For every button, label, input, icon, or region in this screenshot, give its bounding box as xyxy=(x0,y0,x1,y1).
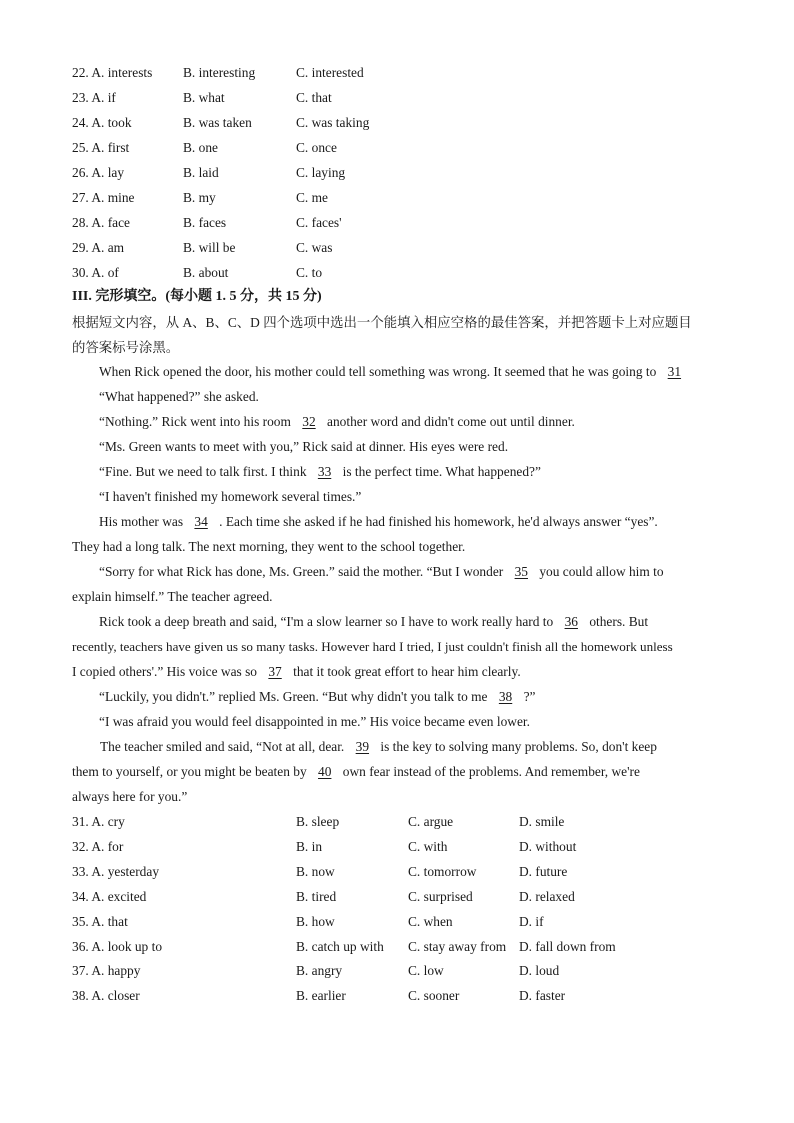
passage-line: “Luckily, you didn't.” replied Ms. Green. “But why didn't you talk to me 38 ?” xyxy=(99,687,536,707)
passage-line: them to yourself, or you might be beaten by 40 own fear instead of the problems. And remember, we're xyxy=(72,762,640,782)
passage-line: His mother was 34 . Each time she asked if he had finished his homework, he'd always answer “yes”. xyxy=(99,512,658,532)
passage-line: “Sorry for what Rick has done, Ms. Green.” said the mother. “But I wonder 35 you could allow him to xyxy=(99,562,664,582)
passage-line: They had a long talk. The next morning, they went to the school together. xyxy=(72,539,466,554)
blank-33: 33 xyxy=(317,464,332,479)
passage-line: always here for you.” xyxy=(72,789,188,804)
blank-38: 38 xyxy=(498,689,513,704)
passage-line: “Fine. But we need to talk first. I think 33 is the perfect time. What happened?” xyxy=(99,462,541,482)
blank-37: 37 xyxy=(268,664,282,679)
blank-39: 39 xyxy=(355,739,370,754)
passage-line: “I was afraid you would feel disappointed in me.” His voice became even lower. xyxy=(99,714,530,729)
passage-line: Rick took a deep breath and said, “I'm a slow learner so I have to work really hard to 36 others. But xyxy=(99,612,648,632)
blank-36: 36 xyxy=(564,614,578,629)
section-instruction: 的答案标号涂黑。 xyxy=(72,340,180,355)
passage-line: “I haven't finished my homework several times.” xyxy=(99,489,362,504)
passage-line: “Nothing.” Rick went into his room 32 another word and didn't come out until dinner. xyxy=(99,412,575,432)
passage-line: I copied others'.” His voice was so 37 that it took great effort to hear him clearly. xyxy=(72,662,521,682)
passage-line: When Rick opened the door, his mother could tell something was wrong. It seemed that he was going to 31 xyxy=(99,362,689,382)
blank-40: 40 xyxy=(318,764,332,779)
passage-line: “Ms. Green wants to meet with you,” Rick said at dinner. His eyes were red. xyxy=(99,439,509,454)
blank-32: 32 xyxy=(302,414,316,429)
section-instruction: 根据短文内容，从 A、B、C、D 四个选项中选出一个能填入相应空格的最佳答案，并把答题卡上对应题目 xyxy=(72,315,692,330)
passage-line: explain himself.” The teacher agreed. xyxy=(72,589,273,604)
section-heading: III. 完形填空。(每小题 1. 5 分，共 15 分) xyxy=(72,289,322,304)
passage-line: “What happened?” she asked. xyxy=(99,389,259,404)
blank-35: 35 xyxy=(514,564,528,579)
blank-34: 34 xyxy=(194,514,208,529)
blank-31: 31 xyxy=(667,364,682,379)
passage-line: The teacher smiled and said, “Not at all, dear. 39 is the key to solving many problems. So, don't keep xyxy=(100,737,657,757)
passage-line: recently, teachers have given us so many tasks. However hard I tried, I just couldn't finish all the homework unless xyxy=(72,639,673,654)
